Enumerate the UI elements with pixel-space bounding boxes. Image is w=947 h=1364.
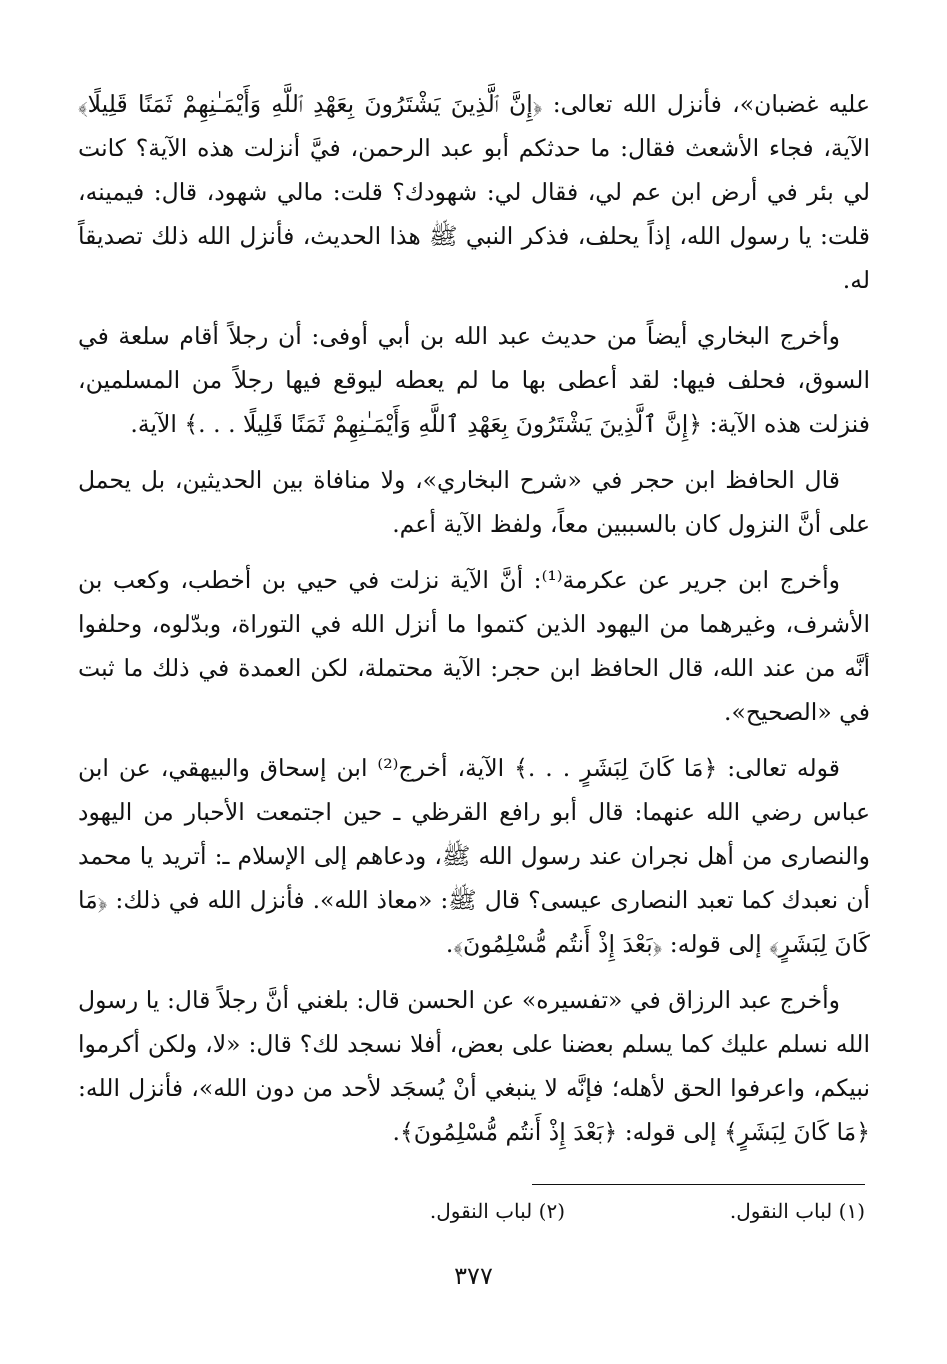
paragraph-text: عليه غضبان»، فأنزل الله تعالى: ﴿إِنَّ ٱلَّذِينَ يَشْتَرُونَ بِعَهْدِ ٱللَّهِ وَأَيْمَـٰنِهِمْ ثَمَنًا قَلِيلًا﴾ الآية، فجاء الأشعث فقال: ما حدثكم أبو عبد الرحمن، فيَّ أنزلت هذه الآية؟ كانت لي بئر في أرض ابن عم لي، فقال لي: شهودك؟ قلت: مالي شهود، قال: فيمينه، قلت: يا رسول الله، إذاً يحلف، فذكر النبي ﷺ هذا الحديث، فأنزل الله ذلك تصديقاً له. (78, 90, 870, 294)
paragraph-text: قوله تعالى: ﴿مَا كَانَ لِبَشَرٍ . . .﴾ الآية، أخرج⁽²⁾ ابن إسحاق والبيهقي، عن ابن عباس رضي الله عنهما: قال أبو رافع القرظي ـ حين اجتمعت الأحبار من اليهود والنصارى من أهل نجران عند رسول الله ﷺ، ودعاهم إلى الإسلام ـ: أتريد يا محمد أن نعبدك كما تعبد النصارى عيسى؟ قال ﷺ: «معاذ الله». فأنزل الله في ذلك: ﴿مَا كَانَ لِبَشَرٍ﴾ إلى قوله: ﴿بَعْدَ إِذْ أَنتُم مُّسْلِمُونَ﴾. (78, 754, 870, 958)
paragraph-5 (78, 746, 870, 966)
paragraph-text: وأخرج عبد الرزاق في «تفسيره» عن الحسن قال: بلغني أنَّ رجلاً قال: يا رسول الله نسلم عليك كما يسلم بعضنا على بعض، أفلا نسجد لك؟ قال: «لا، ولكن أكرموا نبيكم، واعرفوا الحق لأهله؛ فإنَّه لا ينبغي أنْ يُسجَد لأحد من دون الله»، فأنزل الله: ﴿مَا كَانَ لِبَشَرٍ﴾ إلى قوله: ﴿بَعْدَ إِذْ أَنتُم مُّسْلِمُونَ﴾. (78, 986, 870, 1146)
paragraph-text: قال الحافظ ابن حجر في «شرح البخاري»، ولا منافاة بين الحديثين، بل يحمل على أنَّ النزول كان بالسببين معاً، ولفظ الآية أعم. (78, 466, 870, 538)
footnote-separator (532, 1184, 865, 1185)
paragraph-3 (78, 458, 870, 546)
paragraph-4 (78, 558, 870, 734)
paragraph-text: وأخرج ابن جرير عن عكرمة⁽¹⁾: أنَّ الآية نزلت في حيي بن أخطب، وكعب بن الأشرف، وغيرهما من اليهود الذين كتموا ما أنزل الله في التوراة، وبدّلوه، وحلفوا أنَّه من عند الله، قال الحافظ ابن حجر: الآية محتملة، لكن العمدة في ذلك ما ثبت في «الصحيح». (78, 566, 870, 726)
page-number: ٣٧٧ (454, 1262, 493, 1290)
footnote-2: (٢) لباب النقول. (429, 1199, 565, 1223)
paragraph-1 (78, 82, 870, 302)
paragraph-text: وأخرج البخاري أيضاً من حديث عبد الله بن أبي أوفى: أن رجلاً أقام سلعة في السوق، فحلف فيها: لقد أعطى بها ما لم يعطه ليوقع فيها رجلاً من المسلمين، فنزلت هذه الآية: ﴿إِنَّ ٱلَّذِينَ يَشْتَرُونَ بِعَهْدِ ٱللَّهِ وَأَيْمَـٰنِهِمْ ثَمَنًا قَلِيلًا . . .﴾ الآية. (78, 322, 870, 438)
main-text (78, 82, 870, 1166)
paragraph-2 (78, 314, 870, 446)
paragraph-6 (78, 978, 870, 1154)
footnote-1: (١) لباب النقول. (729, 1199, 865, 1223)
